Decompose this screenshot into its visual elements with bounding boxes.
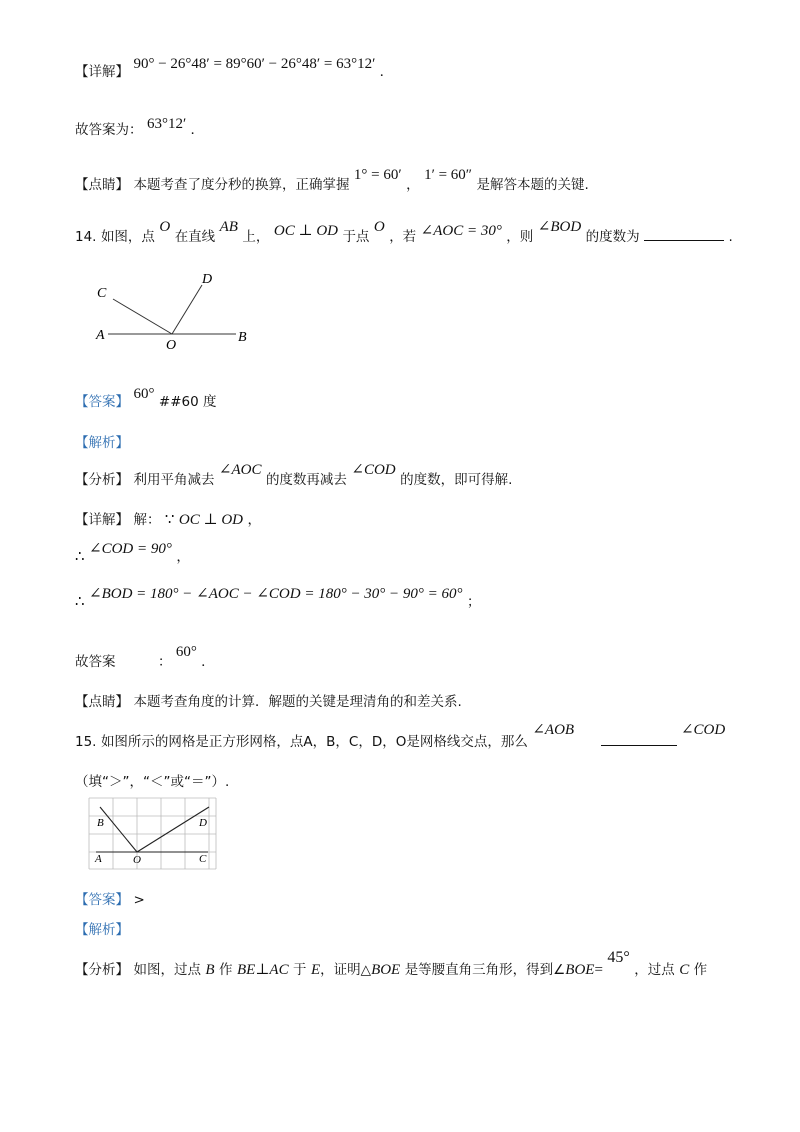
detail-math: OC ⊥ OD: [178, 512, 244, 528]
stem-math: ∠BOD: [537, 219, 582, 235]
stem-text: 上，: [242, 229, 270, 245]
analysis-math: AC: [269, 962, 289, 978]
comment-text: 本题考查角度的计算．解题的关键是理清角的和差关系.: [133, 694, 462, 710]
stem-math: ∠COD: [680, 722, 726, 738]
q15-analysis-tag: [75, 918, 129, 938]
q14-answer-conclusion: [75, 644, 206, 671]
analysis-math: C: [679, 962, 690, 978]
analysis-label: 【分析】: [75, 472, 129, 488]
answer-tag: 【答案】: [75, 892, 129, 908]
answer-value: >: [133, 892, 145, 908]
stem-text: （填“＞”，“＜”或“＝”）.: [75, 774, 230, 790]
q15-grid-figure: [88, 797, 218, 871]
stem-text: 于点: [342, 229, 370, 245]
stem-math: ∠AOC = 30°: [420, 223, 502, 239]
perp-symbol: ⊥: [255, 962, 270, 978]
ray-od: [172, 285, 202, 334]
detail-tag: 【详解】: [75, 512, 129, 528]
equals-symbol: =: [594, 962, 603, 978]
answer-blank: [644, 240, 724, 241]
stem-math: ∠AOB: [532, 722, 575, 738]
analysis-math: B: [205, 962, 215, 978]
q15-stem: [75, 722, 726, 751]
answer-end: .: [190, 122, 195, 138]
analysis-text: 利用平角减去: [133, 472, 215, 488]
q14-answer-line: [75, 386, 217, 411]
analysis-text: 的度数再减去: [265, 472, 347, 488]
q15-stem-line2: [75, 770, 229, 790]
conclusion-end: .: [201, 654, 206, 670]
analysis-text: 于: [293, 962, 307, 978]
stem-text: 的度数为: [585, 229, 640, 245]
stem-math: O: [373, 219, 385, 235]
label-c: C: [199, 853, 207, 865]
q14-analysis-tag: [75, 431, 129, 451]
answer-prefix: 故答案为：: [75, 122, 143, 138]
comment-tag: 【点睛】: [75, 177, 129, 193]
label-o: O: [166, 338, 177, 353]
comment-text: 本题考查了度分秒的换算，正确掌握: [133, 177, 350, 193]
analysis-math: ∠COD: [351, 462, 396, 478]
label-b: B: [97, 817, 104, 829]
analysis-label: 【分析】: [75, 962, 129, 978]
comment-sep: ，: [406, 177, 420, 193]
answer-blank: [601, 745, 677, 746]
detail-comma: ，: [247, 512, 261, 528]
detail-text: 解：: [133, 512, 161, 528]
analysis-text: 作: [693, 962, 708, 978]
stem-text: ，则: [506, 229, 534, 245]
step-end: ，: [176, 549, 190, 565]
analysis-value: 45°: [607, 949, 630, 966]
step-math: ∠COD = 90°: [89, 541, 172, 557]
grid-lines: [89, 798, 216, 869]
answer-value: 60°: [133, 386, 155, 402]
q13-detail-line: [75, 56, 384, 81]
analysis-math: E: [311, 962, 321, 978]
analysis-text: 的度数，即可得解.: [400, 472, 513, 488]
analysis-math: ∠AOC: [218, 462, 262, 478]
question-number: 14.: [75, 229, 97, 245]
step-math: ∠BOD = 180° − ∠AOC − ∠COD = 180° − 30° − 90° = 60°: [89, 586, 463, 602]
label-d: D: [202, 272, 213, 287]
analysis-text: 是等腰直角三角形，得到∠: [404, 962, 566, 978]
comment-math-1: 1° = 60′: [353, 167, 402, 183]
answer-value: 63°12′: [146, 116, 187, 132]
label-b: B: [238, 330, 247, 345]
because-symbol: ∵: [164, 512, 175, 528]
stem-end: .: [728, 229, 733, 245]
detail-expression: 90° − 26°48′ = 89°60′ − 26°48′ = 63°12′: [133, 56, 376, 72]
conclusion-value: 60°: [175, 644, 197, 660]
comment-math-2: 1′ = 60″: [424, 167, 473, 183]
analysis-math: BOE: [565, 962, 595, 978]
analysis-text: ，证明△: [320, 962, 372, 978]
label-o: O: [133, 854, 141, 866]
conclusion-prefix: 故答案: [75, 654, 116, 670]
analysis-math: BOE: [371, 962, 401, 978]
comment-tag: 【点睛】: [75, 694, 129, 710]
stem-text: 如图，点: [100, 229, 155, 245]
stem-text: ，若: [389, 229, 417, 245]
ray-od: [137, 807, 209, 852]
q14-step-3: [75, 586, 481, 611]
stem-math: OC ⊥ OD: [273, 223, 338, 239]
label-a: A: [95, 853, 102, 865]
label-a: A: [96, 328, 105, 343]
q14-stem: [75, 219, 733, 246]
comment-text-2: 是解答本题的关键.: [476, 177, 589, 193]
conclusion-colon: ：: [157, 654, 172, 670]
q14-comment-line: [75, 690, 462, 710]
analysis-tag: 【解析】: [75, 922, 129, 938]
therefore-symbol: ∴: [75, 594, 85, 610]
answer-tag: 【答案】: [75, 394, 129, 410]
q13-answer-line: [75, 118, 194, 139]
analysis-text: ，过点: [634, 962, 675, 978]
q14-detail-line: [75, 508, 261, 529]
detail-tag: 【详解】: [75, 64, 129, 80]
ray-ob: [100, 807, 137, 852]
question-number: 15.: [75, 734, 97, 750]
therefore-symbol: ∴: [75, 549, 85, 565]
stem-text: 在直线: [174, 229, 216, 245]
stem-math: AB: [219, 219, 238, 235]
analysis-tag: 【解析】: [75, 435, 129, 451]
q14-step-2: [75, 541, 190, 566]
detail-end: .: [379, 64, 384, 80]
step-end: ；: [467, 594, 481, 610]
answer-alt: ##60 度: [158, 394, 217, 410]
stem-math: O: [159, 219, 171, 235]
analysis-math: BE: [236, 962, 256, 978]
analysis-text: 如图，过点: [133, 962, 201, 978]
analysis-text: 作: [219, 962, 233, 978]
q13-comment-line: [75, 167, 589, 194]
label-c: C: [97, 286, 107, 301]
q15-answer-line: [75, 888, 145, 908]
q14-analysis-line: [75, 462, 513, 489]
q14-figure: [88, 265, 268, 357]
ray-oc: [113, 299, 172, 334]
label-d: D: [199, 817, 207, 829]
stem-text: 如图所示的网格是正方形网格，点A，B，C，D，O是网格线交点，那么: [100, 734, 528, 750]
q15-analysis-line: [75, 949, 708, 979]
